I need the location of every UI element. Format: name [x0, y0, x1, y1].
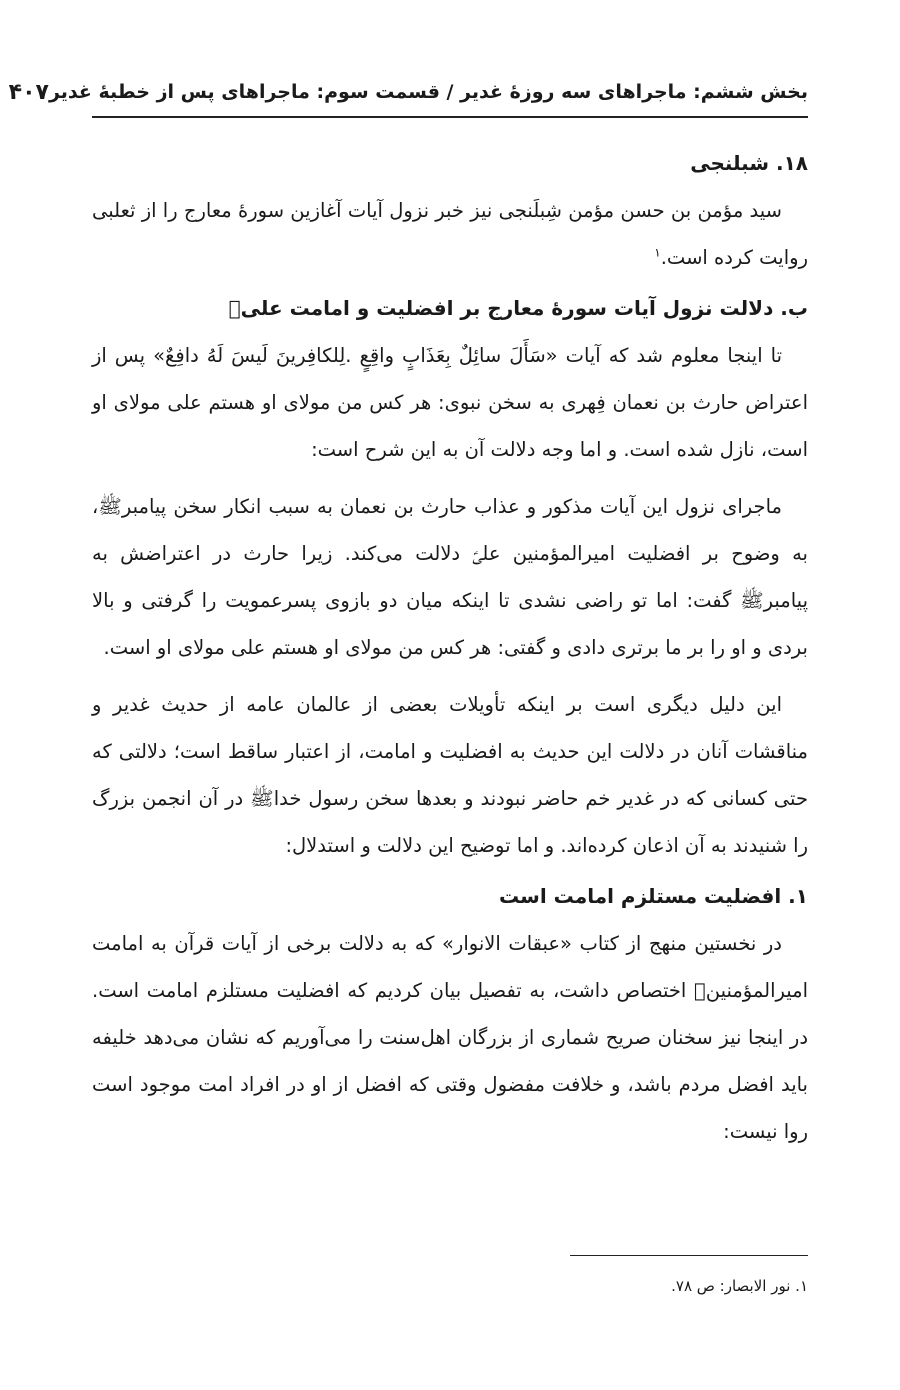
spacer	[92, 671, 808, 681]
section-heading-shablanji: ۱۸. شبلنجی	[690, 151, 808, 175]
page-content	[92, 140, 808, 1155]
paragraph-dalalat-3: این دلیل دیگری است بر اینکه تأویلات بعضی از عالمان عامه از حدیث غدیر و مناقشات آنان در دلالت این حدیث به افضلیت و امامت، از اعتبار ساقط است؛ دلالتی که حتی کسانی که در غدیر خم حاضر نبودند و بعدها سخن رسول خداﷺ در آن انجمن بزرگ را شنیدند به آن اذعان کرده‌اند. و اما توضیح این دلالت و استدلال:	[92, 693, 808, 857]
section-heading-dalalat: ب. دلالت نزول آیات سورهٔ معارج بر افضلیت و امامت علیؑ	[228, 296, 808, 320]
header-divider	[92, 116, 808, 118]
running-header	[8, 72, 808, 112]
page-number: ۴۰۷	[8, 79, 49, 105]
paragraph-shablanji	[92, 187, 808, 281]
spacer	[92, 473, 808, 483]
header-title: بخش ششم: ماجراهای سه روزهٔ غدیر / قسمت سوم: ماجراهای پس از خطبهٔ غدیر	[48, 81, 808, 103]
section-heading-afzaliyat: ۱. افضلیت مستلزم امامت است	[499, 884, 808, 908]
footnote-marker: ۱	[654, 245, 661, 260]
footnote: ۱. نور الابصار: ص ۷۸.	[671, 1277, 808, 1295]
paragraph-text: سید مؤمن بن حسن مؤمن شِبلَنجی نیز خبر نزول آیات آغازین سورهٔ معارج را از ثعلبی روایت کرده است.	[92, 199, 808, 269]
footnote-divider	[570, 1255, 808, 1256]
paragraph-afzaliyat: در نخستین منهج از کتاب «عبقات الانوار» که به دلالت برخی از آیات قرآن به امامت امیرالمؤمنینؑ اختصاص داشت، به تفصیل بیان کردیم که افضلیت مستلزم امامت است. در اینجا نیز سخنان صریح شماری از بزرگان اهل‌سنت را می‌آوریم که نشان می‌دهد خلیفه باید افضل مردم باشد، و خلافت مفضول وقتی که افضل از او در افراد امت موجود است روا نیست:	[92, 932, 808, 1143]
paragraph-dalalat-1: تا اینجا معلوم شد که آیات «سَأَلَ سائِلٌ بِعَذَابٍ واقِعٍ .لِلکافِرینَ لَیسَ لَهُ دافِعٌ» پس از اعتراض حارث بن نعمان فِهری به سخن نبوی: هر کس من مولای او هستم علی مولای او است، نازل شده است. و اما وجه دلالت آن به این شرح است:	[92, 344, 808, 461]
paragraph-dalalat-2: ماجرای نزول این آیات مذکور و عذاب حارث بن نعمان به سبب انکار سخن پیامبرﷺ، به وضوح بر افضلیت امیرالمؤمنین علیؑ دلالت می‌کند. زیرا حارث در اعتراضش به پیامبرﷺ گفت: اما تو راضی نشدی تا اینکه میان دو بازوی پسرعمویت را گرفتی و بالا بردی و او را بر ما برتری دادی و گفتی: هر کس من مولای او هستم علی مولای او است.	[92, 495, 808, 659]
